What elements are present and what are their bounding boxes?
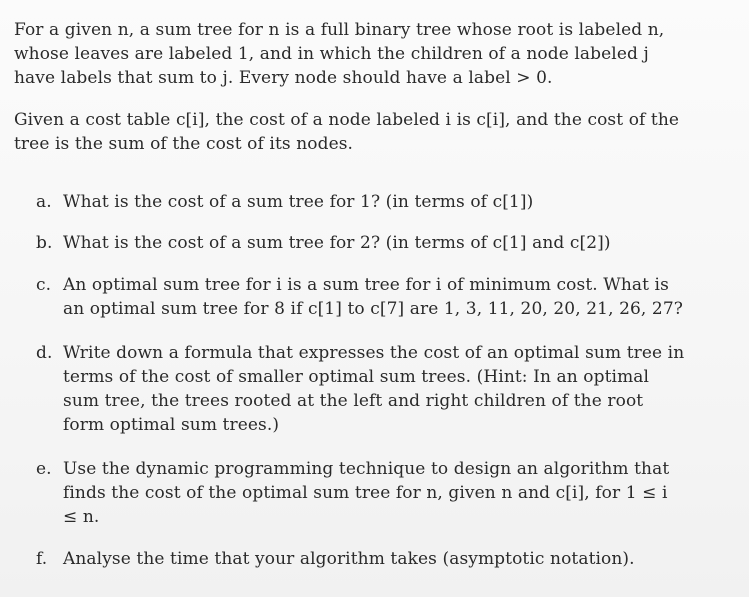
question-marker: d. (36, 343, 53, 363)
question-marker: a. (36, 192, 52, 212)
intro-paragraph: For a given n, a sum tree for n is a full binary tree whose root is labeled n, whose leaves are labeled 1, and in which the children of a node labeled j have labels that sum to j. Every node should have a label > 0. (14, 20, 665, 88)
question-marker: c. (36, 275, 52, 295)
question-text: Write down a formula that expresses the cost of an optimal sum tree in terms of the cost of smaller optimal sum trees. (Hint: In an optimal sum tree, the trees rooted at the left and right children of the root form optimal sum trees.) (63, 343, 685, 435)
question-marker: f. (36, 549, 48, 569)
question-text: Analyse the time that your algorithm takes (asymptotic notation). (63, 549, 635, 569)
question-e (36, 457, 686, 529)
question-marker: e. (36, 459, 52, 479)
question-text: What is the cost of a sum tree for 2? (in terms of c[1] and c[2]) (63, 233, 611, 253)
question-text: An optimal sum tree for i is a sum tree for i of minimum cost. What is an optimal sum tree for 8 if c[1] to c[7] are 1, 3, 11, 20, 20, 21, 26, 27? (63, 275, 683, 319)
question-b (36, 231, 686, 255)
cost-definition-paragraph: Given a cost table c[i], the cost of a node labeled i is c[i], and the cost of the tree is the sum of the cost of its nodes. (14, 110, 680, 154)
question-a (36, 190, 686, 214)
question-text: Use the dynamic programming technique to design an algorithm that finds the cost of the optimal sum tree for n, given n and c[i], for 1 ≤ i ≤ n. (63, 459, 670, 527)
question-c (36, 273, 686, 321)
question-d (36, 341, 686, 437)
question-marker: b. (36, 233, 53, 253)
question-text: What is the cost of a sum tree for 1? (in terms of c[1]) (63, 192, 534, 212)
question-f (36, 547, 686, 571)
